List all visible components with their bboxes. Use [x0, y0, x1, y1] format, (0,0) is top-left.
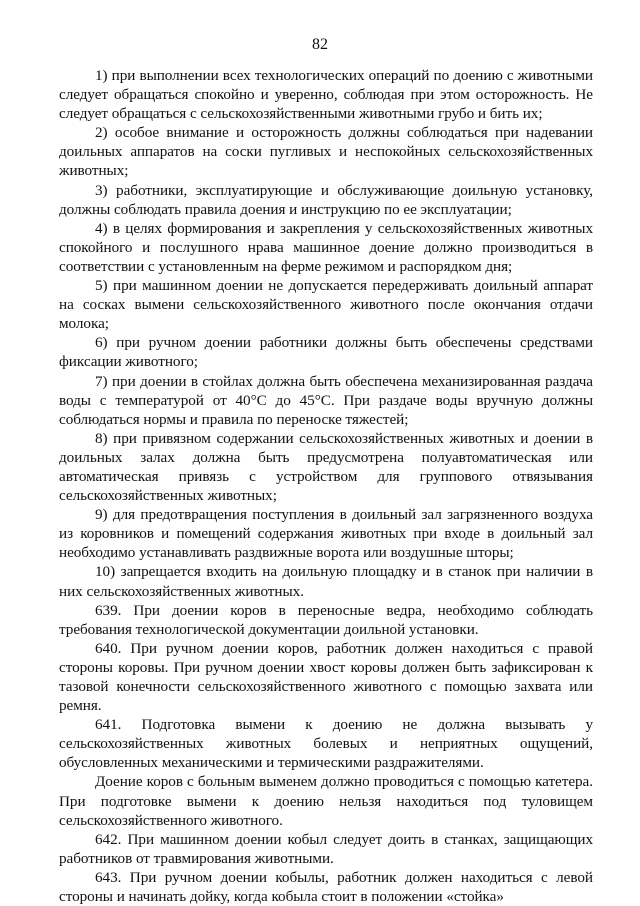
- body-text: [59, 66, 593, 906]
- paragraph-item-4: 4) в целях формирования и закрепления у сельскохозяйственных животных спокойного и послушного нрава машинное доение должно производиться в соответствии с установленным на ферме режимом и распорядком дня;: [59, 219, 593, 275]
- paragraph-item-1: 1) при выполнении всех технологических операций по доению с животными следует обращаться спокойно и уверенно, соблюдая при этом осторожность. Не следует обращаться с сельскохозяйственными животными грубо и бить их;: [59, 67, 593, 123]
- paragraph-item-5: 5) при машинном доении не допускается передерживать доильный аппарат на сосках вымени сельскохозяйственного животного после окончания отдачи молока;: [59, 277, 593, 333]
- paragraph-item-7: 7) при доении в стойлах должна быть обеспечена механизированная раздача воды с температурой от 40°C до 45°C. При раздаче воды вручную должны соблюдаться нормы и правила по переноске тяжестей;: [59, 372, 593, 428]
- paragraph-item-3: 3) работники, эксплуатирующие и обслуживающие доильную установку, должны соблюдать правила доения и инструкцию по ее эксплуатации;: [59, 181, 593, 218]
- paragraph-642: 642. При машинном доении кобыл следует доить в станках, защищающих работников от травмирования животными.: [59, 830, 593, 867]
- page-number: 82: [312, 36, 328, 53]
- paragraph-641-continued: Доение коров с больным выменем должно проводиться с помощью катетера. При подготовке вымени к доению нельзя находиться под туловищем сельскохозяйственного животного.: [59, 773, 593, 829]
- paragraph-item-9: 9) для предотвращения поступления в доильный зал загрязненного воздуха из коровников и помещений содержания животных при входе в доильный зал необходимо устанавливать раздвижные ворота или воздушные шторы;: [59, 506, 593, 562]
- paragraph-643: 643. При ручном доении кобылы, работник должен находиться с левой стороны и начинать дойку, когда кобыла стоит в положении «стойка»: [59, 868, 593, 906]
- paragraph-item-8: 8) при привязном содержании сельскохозяйственных животных и доении в доильных залах должна быть предусмотрена полуавтоматическая или автоматическая привязь с устройством для группового отвязывания сельскохозяйственных животных;: [59, 429, 593, 505]
- paragraph-639: 639. При доении коров в переносные ведра, необходимо соблюдать требования технологической документации доильной установки.: [59, 601, 593, 638]
- paragraph-item-6: 6) при ручном доении работники должны быть обеспечены средствами фиксации животного;: [59, 334, 593, 371]
- paragraph-item-2: 2) особое внимание и осторожность должны соблюдаться при надевании доильных аппаратов на соски пугливых и неспокойных сельскохозяйственных животных;: [59, 124, 593, 180]
- paragraph-item-10: 10) запрещается входить на доильную площадку и в станок при наличии в них сельскохозяйственных животных.: [59, 563, 593, 600]
- paragraph-640: 640. При ручном доении коров, работник должен находиться с правой стороны коровы. При ручном доении хвост коровы должен быть зафиксирован к тазовой конечности сельскохозяйственного животного с помощью захвата или ремня.: [59, 639, 593, 715]
- paragraph-641: 641. Подготовка вымени к доению не должна вызывать у сельскохозяйственных животных болевых и неприятных ощущений, обусловленных механическими и термическими раздражителями.: [59, 716, 593, 772]
